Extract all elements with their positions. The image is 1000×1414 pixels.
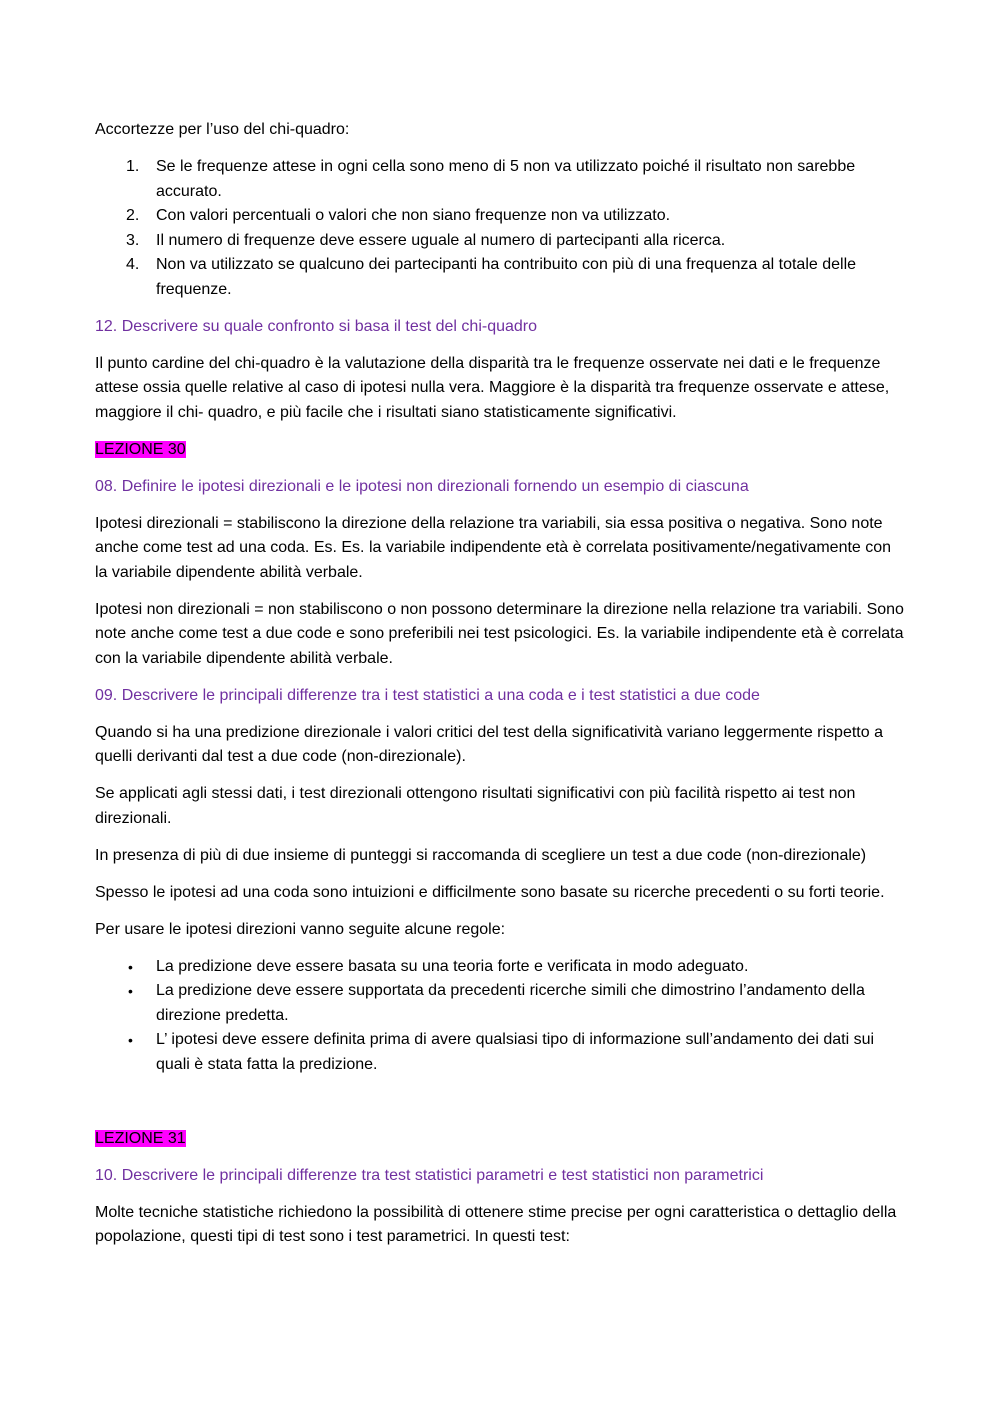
intro-text: Accortezze per l’uso del chi-quadro: <box>95 121 350 138</box>
question-09-heading: 09. Descrivere le principali differenze tra i test statistici a una coda e i test statistici a due code <box>95 686 760 704</box>
list-item-text: La predizione deve essere supportata da precedenti ricerche simili che dimostrino l’andamento della direzione predetta. <box>156 982 865 1024</box>
list-item <box>95 229 905 254</box>
cautions-list <box>95 155 905 302</box>
list-item <box>95 253 905 302</box>
list-item-text: Il numero di frequenze deve essere uguale al numero di partecipanti alla ricerca. <box>156 231 726 249</box>
list-item-text: L’ ipotesi deve essere definita prima di avere qualsiasi tipo di informazione sull’andamento dei dati sui quali è stata fatta la predizione. <box>156 1031 875 1073</box>
list-item <box>95 155 905 204</box>
question-10-paragraph-1: Molte tecniche statistiche richiedono la possibilità di ottenere stime precise per ogni caratteristica o dettaglio della popolazione, questi tipi di test sono i test parametrici. In questi test: <box>95 1203 897 1245</box>
list-number: 4. <box>126 256 140 273</box>
list-item <box>95 1028 905 1077</box>
question-12-answer: Il punto cardine del chi-quadro è la valutazione della disparità tra le frequenze osservate nei dati e le frequenze attese ossia quelle relative al caso di ipotesi nulla vera. Maggiore è la disparità tra frequenze osservate e attese, maggiore il chi- quadro, e più facile che i risultati siano statisticamente significativi. <box>95 354 890 421</box>
list-item-text: Non va utilizzato se qualcuno dei partecipanti ha contribuito con più di una frequenza al totale delle frequenze. <box>156 256 857 298</box>
question-09-paragraph-5: Per usare le ipotesi direzioni vanno seguite alcune regole: <box>95 920 506 938</box>
list-number: 3. <box>126 231 140 249</box>
list-number: 1. <box>126 158 140 175</box>
bullet-icon: • <box>128 983 133 999</box>
bullet-icon: • <box>128 1032 133 1048</box>
question-10-heading: 10. Descrivere le principali differenze tra test statistici parametri e test statistici non parametrici <box>95 1166 764 1184</box>
lesson-30-highlight: LEZIONE 30 <box>95 440 186 458</box>
list-item <box>95 979 905 1028</box>
document-page <box>95 118 905 1262</box>
question-09-paragraph-3: In presenza di più di due insieme di punteggi si raccomanda di scegliere un test a due code (non-direzionale) <box>95 846 867 864</box>
bullet-icon: • <box>128 958 133 975</box>
list-item-text: Con valori percentuali o valori che non siano frequenze non va utilizzato. <box>156 207 671 224</box>
blank-line <box>95 1090 905 1127</box>
question-09-paragraph-1: Quando si ha una predizione direzionale i valori critici del test della significatività variano leggermente rispetto a quelli derivanti dal test a due code (non-direzionale). <box>95 723 883 765</box>
question-08-paragraph-1: Ipotesi direzionali = stabiliscono la direzione della relazione tra variabili, sia essa positiva o negativa. Sono note anche come test ad una coda. Es. Es. la variabile indipendente età è correlata positivamente/negativamente con la variabile dipendente abilità verbale. <box>95 514 892 581</box>
lesson-31-highlight: LEZIONE 31 <box>95 1129 186 1147</box>
list-item-text: Se le frequenze attese in ogni cella sono meno di 5 non va utilizzato poiché il risultato non sarebbe accurato. <box>156 158 856 200</box>
list-item <box>95 955 905 980</box>
question-09-paragraph-2: Se applicati agli stessi dati, i test direzionali ottengono risultati significativi con più facilità rispetto ai test non direzionali. <box>95 785 856 827</box>
lesson-31-label <box>95 1127 905 1152</box>
lesson-30-label <box>95 438 905 463</box>
list-number: 2. <box>126 207 140 224</box>
question-08-heading: 08. Definire le ipotesi direzionali e le ipotesi non direzionali fornendo un esempio di ciascuna <box>95 477 749 495</box>
question-08-paragraph-2: Ipotesi non direzionali = non stabiliscono o non possono determinare la direzione nella relazione tra variabili. Sono note anche come test a due code e sono preferibili nei test psicologici. Es. la variabile indipendente età è correlata con la variabile dipendente abilità verbale. <box>95 600 904 667</box>
list-item-text: La predizione deve essere basata su una teoria forte e verificata in modo adeguato. <box>156 957 749 975</box>
rules-list <box>95 955 905 1078</box>
list-item <box>95 204 905 229</box>
question-09-paragraph-4: Spesso le ipotesi ad una coda sono intuizioni e difficilmente sono basate su ricerche precedenti o su forti teorie. <box>95 883 885 901</box>
question-12-heading: 12. Descrivere su quale confronto si basa il test del chi-quadro <box>95 317 538 335</box>
